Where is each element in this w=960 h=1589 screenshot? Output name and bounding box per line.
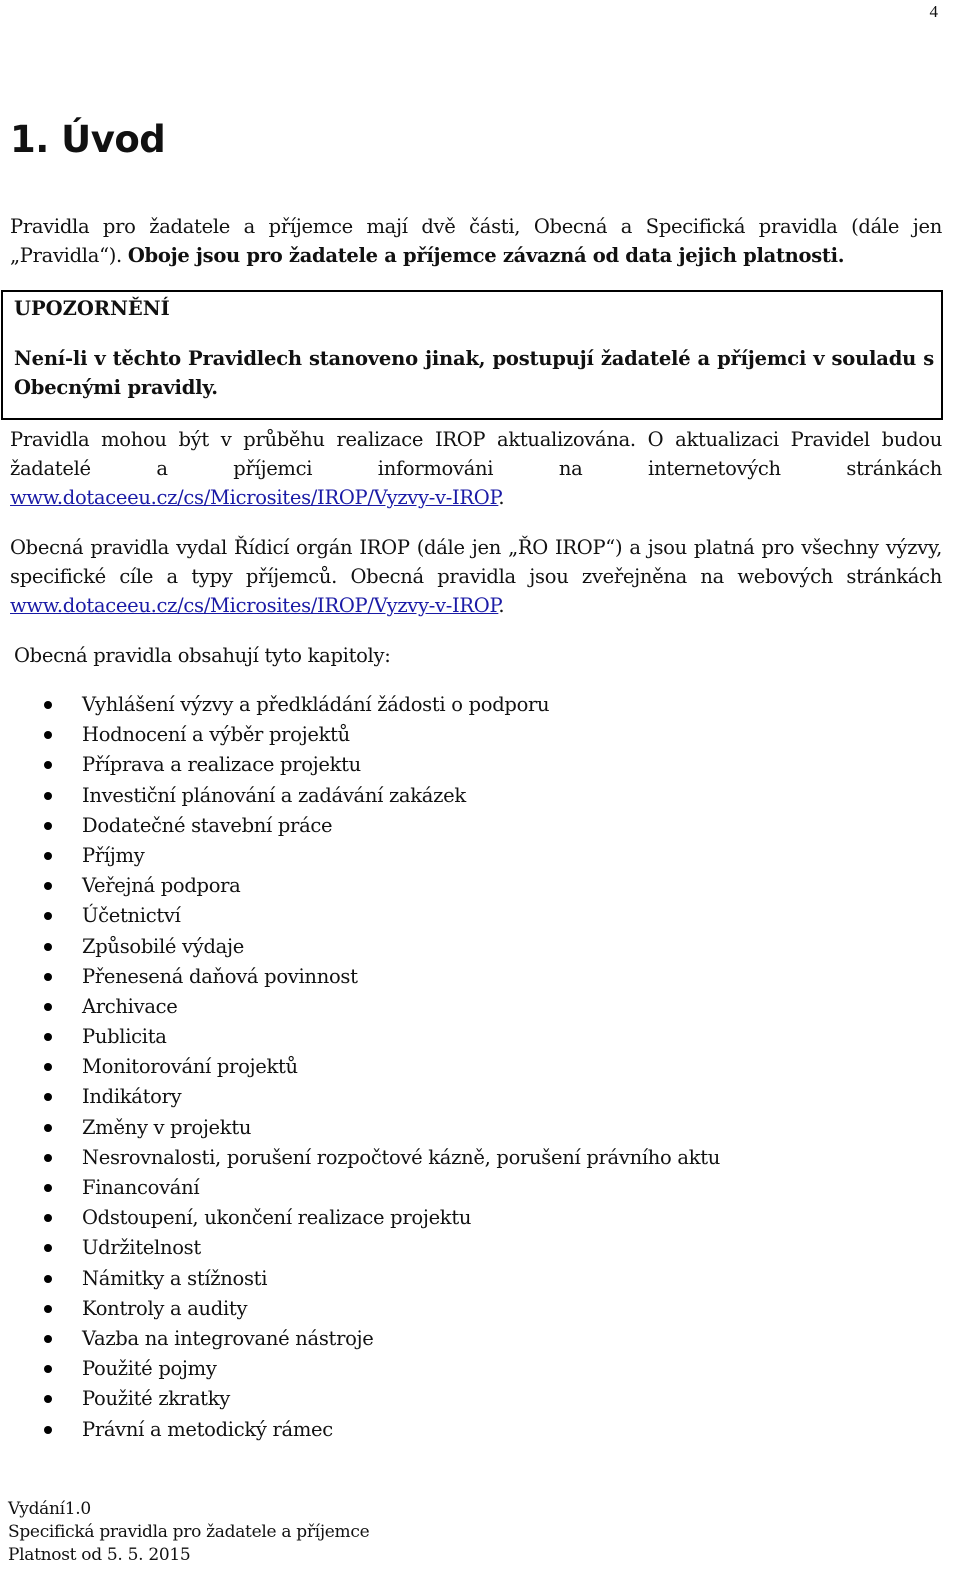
bullet-icon	[44, 1244, 52, 1252]
general-rules-paragraph	[10, 533, 942, 620]
list-item-label: Publicita	[82, 1025, 167, 1049]
list-item-label: Přenesená daňová povinnost	[82, 964, 358, 988]
list-item	[0, 932, 720, 962]
list-item	[0, 1264, 720, 1294]
list-item	[0, 1354, 720, 1384]
footer-validity: Platnost od 5. 5. 2015	[8, 1545, 191, 1565]
bullet-icon	[44, 761, 52, 769]
general-rules-end: .	[498, 594, 505, 617]
list-item	[0, 1052, 720, 1082]
general-rules-text: Obecná pravidla vydal Řídicí orgán IROP (dále jen „ŘO IROP“) a jsou platná pro všechny výzvy, specifické cíle a typy příjemců. Obecná pravidla jsou zveřejněna na webových stránkách	[10, 536, 942, 588]
list-item-label: Hodnocení a výběr projektů	[82, 723, 350, 747]
list-item	[0, 841, 720, 871]
bullet-icon	[44, 822, 52, 830]
list-item	[0, 1294, 720, 1324]
warning-title: UPOZORNĚNÍ	[14, 297, 170, 320]
bullet-icon	[44, 1093, 52, 1101]
list-item	[0, 720, 720, 750]
page-footer	[8, 1498, 369, 1567]
list-item	[0, 871, 720, 901]
list-item	[0, 1143, 720, 1173]
chapter-list	[0, 690, 720, 1445]
list-item-label: Příprava a realizace projektu	[82, 753, 361, 777]
bullet-icon	[44, 852, 52, 860]
list-item-label: Způsobilé výdaje	[82, 934, 244, 958]
list-item-label: Právní a metodický rámec	[82, 1417, 333, 1441]
list-item-label: Dodatečné stavební práce	[82, 813, 333, 837]
list-item-label: Financování	[82, 1176, 200, 1199]
page-number: 4	[929, 2, 938, 21]
list-item	[0, 690, 720, 720]
update-end: .	[498, 486, 505, 509]
list-item-label: Udržitelnost	[82, 1236, 201, 1260]
list-item	[0, 992, 720, 1022]
list-item	[0, 901, 720, 931]
list-item-label: Monitorování projektů	[82, 1055, 298, 1079]
list-item	[0, 750, 720, 780]
list-item-label: Odstoupení, ukončení realizace projektu	[82, 1206, 472, 1230]
footer-doc-title: Specifická pravidla pro žadatele a příjemce	[8, 1522, 370, 1542]
footer-edition: Vydání1.0	[8, 1499, 91, 1519]
list-item-label: Vazba na integrované nástroje	[82, 1326, 374, 1350]
bullet-icon	[44, 973, 52, 981]
bullet-icon	[44, 1305, 52, 1313]
bullet-icon	[44, 1426, 52, 1434]
list-item	[0, 1415, 720, 1445]
bullet-icon	[44, 1033, 52, 1041]
update-paragraph	[10, 425, 942, 512]
section-heading: 1. Úvod	[10, 118, 166, 161]
list-item	[0, 1203, 720, 1233]
bullet-icon	[44, 1154, 52, 1162]
list-item	[0, 1113, 720, 1143]
list-item-label: Nesrovnalosti, porušení rozpočtové kázně, porušení právního aktu	[82, 1145, 721, 1169]
list-item	[0, 1384, 720, 1414]
list-item-label: Námitky a stížnosti	[82, 1266, 268, 1290]
list-item-label: Použité zkratky	[82, 1387, 230, 1411]
bullet-icon	[44, 792, 52, 800]
list-item-label: Změny v projektu	[82, 1115, 252, 1139]
warning-box	[1, 290, 943, 420]
bullet-icon	[44, 1124, 52, 1132]
bullet-icon	[44, 882, 52, 890]
list-item	[0, 1233, 720, 1263]
bullet-icon	[44, 943, 52, 951]
list-item-label: Účetnictví	[82, 904, 181, 928]
list-item-label: Indikátory	[82, 1085, 182, 1109]
bullet-icon	[44, 912, 52, 920]
irop-calls-link[interactable]: www.dotaceeu.cz/cs/Microsites/IROP/Vyzvy-v-IROP	[10, 486, 499, 509]
bullet-icon	[44, 1275, 52, 1283]
bullet-icon	[44, 1184, 52, 1192]
intro-bold-text: Oboje jsou pro žadatele a příjemce závazná od data jejich platnosti.	[127, 244, 845, 267]
list-item-label: Vyhlášení výzvy a předkládání žádosti o podporu	[82, 693, 550, 716]
bullet-icon	[44, 1214, 52, 1222]
list-item-label: Investiční plánování a zadávání zakázek	[82, 783, 466, 807]
list-item	[0, 811, 720, 841]
intro-text: Pravidla pro žadatele a příjemce mají dvě části, Obecná a Specifická pravidla (dále jen „Pravidla“).	[10, 215, 942, 267]
bullet-icon	[44, 1395, 52, 1403]
list-item-label: Veřejná podpora	[82, 874, 241, 898]
warning-text: Není-li v těchto Pravidlech stanoveno jinak, postupují žadatelé a příjemci v souladu s Obecnými pravidly.	[14, 347, 934, 399]
list-item	[0, 962, 720, 992]
bullet-icon	[44, 731, 52, 739]
irop-calls-link-2[interactable]: www.dotaceeu.cz/cs/Microsites/IROP/Vyzvy-v-IROP	[10, 594, 499, 617]
list-item	[0, 1082, 720, 1112]
list-item-label: Kontroly a audity	[82, 1296, 248, 1320]
list-item	[0, 781, 720, 811]
list-item	[0, 1173, 720, 1203]
bullet-icon	[44, 701, 52, 709]
bullet-icon	[44, 1003, 52, 1011]
bullet-icon	[44, 1335, 52, 1343]
list-item	[0, 1022, 720, 1052]
intro-paragraph	[10, 212, 942, 270]
chapter-list-intro: Obecná pravidla obsahují tyto kapitoly:	[14, 644, 391, 667]
update-text: Pravidla mohou být v průběhu realizace IROP aktualizována. O aktualizaci Pravidel budou žadatelé a příjemci informováni na internetových stránkách	[10, 428, 942, 480]
list-item	[0, 1324, 720, 1354]
list-item-label: Použité pojmy	[82, 1357, 217, 1381]
bullet-icon	[44, 1365, 52, 1373]
list-item-label: Příjmy	[82, 843, 145, 867]
list-item-label: Archivace	[82, 994, 178, 1018]
bullet-icon	[44, 1063, 52, 1071]
